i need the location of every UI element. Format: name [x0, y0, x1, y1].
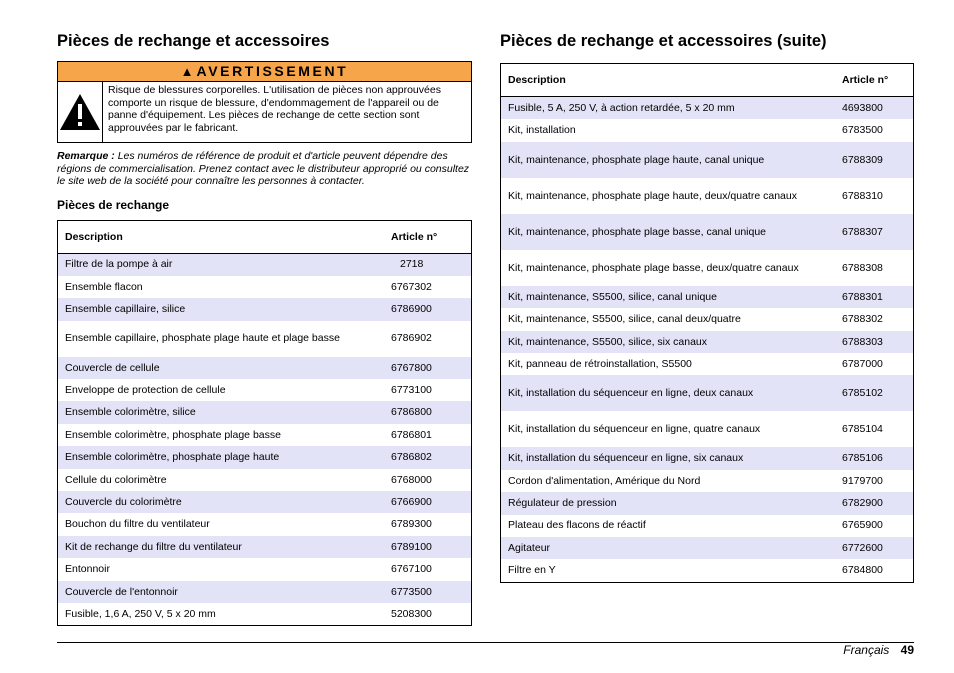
footer	[843, 643, 914, 657]
part-description: Kit, maintenance, S5500, silice, six canaux	[501, 331, 836, 353]
part-description: Couvercle de cellule	[58, 357, 385, 379]
part-number: 4693800	[835, 97, 914, 120]
part-number: 6789100	[384, 536, 472, 558]
table-row	[58, 603, 472, 626]
part-number: 6788309	[835, 142, 914, 178]
table-row	[501, 515, 914, 537]
column-header-description: Description	[58, 220, 385, 253]
part-description: Régulateur de pression	[501, 492, 836, 514]
table-row	[501, 331, 914, 353]
part-number: 6773100	[391, 384, 432, 396]
part-description: Ensemble capillaire, silice	[58, 298, 385, 320]
right-column	[500, 31, 914, 583]
part-number: 6766900	[384, 491, 472, 513]
part-number: 6767302	[391, 280, 432, 293]
table-row	[501, 375, 914, 411]
part-description: Plateau des flacons de réactif	[508, 519, 646, 532]
part-description: Kit, installation du séquenceur en ligne, deux canaux	[501, 375, 836, 411]
section-title-continued: Pièces de rechange et accessoires (suite)	[500, 32, 827, 50]
table-row	[501, 97, 914, 120]
part-number: 6767100	[391, 563, 432, 576]
table-row	[501, 447, 914, 469]
part-description: Kit, maintenance, phosphate plage haute, deux/quatre canaux	[508, 189, 797, 202]
part-description: Fusible, 5 A, 250 V, à action retardée, 5 x 20 mm	[501, 97, 836, 120]
part-description: Ensemble colorimètre, silice	[58, 401, 385, 423]
part-number: 6789300	[391, 518, 432, 531]
part-description: Filtre en Y	[508, 564, 556, 577]
part-description: Kit, maintenance, phosphate plage basse, canal unique	[501, 214, 836, 250]
part-number: 6765900	[842, 519, 883, 532]
note	[57, 150, 472, 188]
part-number: 6784800	[842, 564, 883, 577]
table-row	[501, 178, 914, 214]
part-number: 6788310	[842, 189, 883, 202]
part-number: 6786800	[384, 401, 472, 423]
table-row	[501, 492, 914, 514]
part-number: 6785102	[835, 375, 914, 411]
table-row	[58, 357, 472, 379]
part-description: Ensemble colorimètre, phosphate plage haute	[58, 446, 385, 468]
part-description: Kit, maintenance, phosphate plage haute, canal unique	[501, 142, 836, 178]
warning-header-label: AVERTISSEMENT	[196, 63, 349, 79]
part-description: Kit, maintenance, S5500, silice, canal unique	[501, 286, 836, 308]
part-number: 6786801	[391, 428, 432, 441]
table-row	[501, 537, 914, 559]
table-row	[58, 536, 472, 558]
warning-icon	[58, 82, 103, 142]
part-description: Entonnoir	[65, 563, 110, 576]
subsection-title: Pièces de rechange	[57, 197, 170, 212]
table-row	[58, 276, 472, 298]
part-number: 6782900	[835, 492, 914, 514]
note-text: Les numéros de référence de produit et d'article peuvent dépendre des régions de commercialisation. Prenez contact avec le distributeur approprié ou consultez le site web de la société pour connaître les personnes à contacter.	[57, 150, 470, 187]
part-number: 6786902	[391, 332, 432, 345]
part-number: 6788302	[842, 313, 883, 326]
table-row	[501, 214, 914, 250]
table-row	[58, 379, 472, 401]
footer-divider	[57, 642, 914, 643]
column-header-article: Article n°	[835, 64, 914, 97]
part-description: Filtre de la pompe à air	[58, 253, 385, 276]
table-row	[58, 446, 472, 468]
table-row	[501, 119, 914, 141]
note-label: Remarque :	[57, 150, 115, 162]
part-description: Kit, installation du séquenceur en ligne, quatre canaux	[508, 423, 761, 436]
part-number: 6788308	[842, 261, 883, 274]
part-description: Kit, panneau de rétroinstallation, S5500	[508, 357, 692, 370]
part-number: 6767800	[384, 357, 472, 379]
column-header-article: Article n°	[384, 220, 472, 253]
table-row	[501, 250, 914, 286]
parts-table-left	[57, 220, 472, 627]
part-description: Cellule du colorimètre	[65, 473, 167, 486]
table-row	[58, 491, 472, 513]
table-row	[58, 424, 472, 446]
warning-triangle-icon: ▲	[180, 64, 194, 79]
part-number: 6785106	[835, 447, 914, 469]
part-description: Kit de rechange du filtre du ventilateur	[58, 536, 385, 558]
parts-table-right	[500, 63, 914, 583]
table-row	[58, 321, 472, 357]
part-description: Couvercle du colorimètre	[58, 491, 385, 513]
warning-text: Risque de blessures corporelles. L'utilisation de pièces non approuvées comporte un risque de blessure, d'endommagement de l'appareil ou de panne d'équipement. Les pièces de rechange de cette section sont approuvées par le fabricant.	[108, 84, 441, 134]
part-number: 6785104	[842, 423, 883, 436]
table-row	[58, 513, 472, 535]
part-description: Couvercle de l'entonnoir	[58, 581, 385, 603]
part-number: 9179700	[842, 474, 883, 487]
part-description: Enveloppe de protection de cellule	[65, 384, 226, 396]
part-description: Bouchon du filtre du ventilateur	[65, 518, 210, 531]
part-number: 6783500	[842, 124, 883, 137]
part-number: 6786900	[384, 298, 472, 320]
part-number: 6773500	[384, 581, 472, 603]
part-description: Fusible, 1,6 A, 250 V, 5 x 20 mm	[65, 607, 216, 620]
part-description: Agitateur	[501, 537, 836, 559]
part-description: Kit, installation du séquenceur en ligne, six canaux	[501, 447, 836, 469]
part-number: 2718	[384, 253, 472, 276]
section-title: Pièces de rechange et accessoires	[57, 32, 330, 50]
table-row	[501, 353, 914, 375]
table-row	[58, 401, 472, 423]
table-row	[501, 142, 914, 178]
part-description: Kit, maintenance, S5500, silice, canal deux/quatre	[508, 313, 741, 326]
part-description: Ensemble capillaire, phosphate plage haute et plage basse	[65, 332, 340, 345]
table-row	[501, 411, 914, 447]
warning-header	[58, 62, 471, 82]
footer-language: Français	[843, 643, 890, 657]
table-row	[501, 286, 914, 308]
part-number: 6788303	[835, 331, 914, 353]
part-number: 6786802	[384, 446, 472, 468]
part-number: 6788301	[835, 286, 914, 308]
part-number: 6772600	[835, 537, 914, 559]
table-row	[501, 559, 914, 582]
warning-box	[57, 61, 472, 143]
table-row	[501, 308, 914, 330]
table-row	[501, 470, 914, 492]
part-number: 6768000	[391, 473, 432, 486]
table-row	[58, 558, 472, 580]
table-row	[58, 253, 472, 276]
part-description: Kit, maintenance, phosphate plage basse, deux/quatre canaux	[508, 261, 799, 274]
part-description: Ensemble colorimètre, phosphate plage basse	[65, 428, 281, 441]
page-number: 49	[900, 643, 914, 657]
column-header-description: Description	[501, 64, 836, 97]
table-row	[58, 298, 472, 320]
part-number: 5208300	[391, 607, 432, 620]
left-column	[57, 31, 472, 626]
part-number: 6787000	[842, 357, 883, 370]
part-description: Cordon d'alimentation, Amérique du Nord	[508, 474, 701, 487]
table-row	[58, 581, 472, 603]
part-description: Kit, installation	[508, 124, 576, 137]
part-description: Ensemble flacon	[65, 280, 143, 293]
part-number: 6788307	[835, 214, 914, 250]
table-row	[58, 469, 472, 491]
